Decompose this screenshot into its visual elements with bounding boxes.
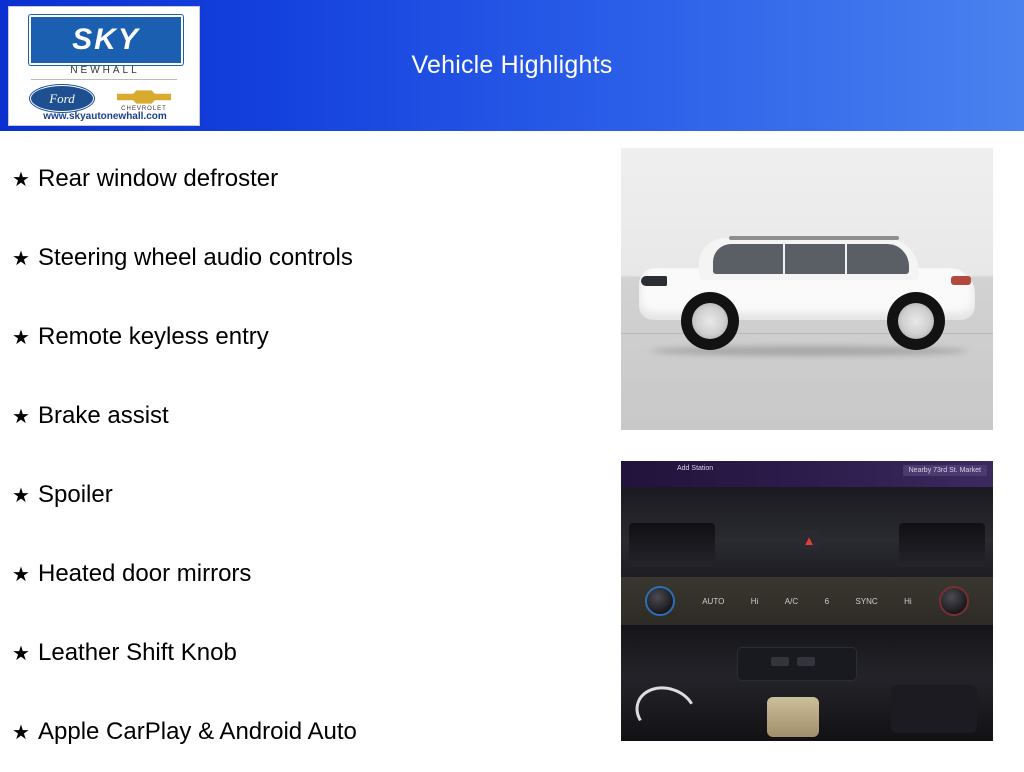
air-vent-left: [629, 523, 715, 567]
bowtie-shape: [117, 90, 171, 105]
star-icon: ★: [12, 721, 30, 744]
usb-port-2: [797, 657, 815, 666]
star-icon: ★: [12, 326, 30, 349]
console-right-panel: [891, 685, 977, 733]
car-rear-pillar: [845, 244, 847, 274]
climate-labels-row: [675, 597, 939, 606]
star-icon: ★: [12, 642, 30, 665]
hazard-light-button: [799, 531, 819, 549]
list-item: [0, 614, 600, 693]
logo-brand-text: SKY: [72, 23, 140, 56]
car-roof-rail: [729, 236, 899, 240]
list-item: [0, 535, 600, 614]
car-door-pillar: [783, 244, 785, 274]
page-title: Vehicle Highlights: [411, 51, 613, 79]
chevrolet-label: CHEVROLET: [121, 105, 167, 112]
list-item: [0, 298, 600, 377]
climate-label-auto: AUTO: [702, 596, 725, 606]
car-window-glass: [713, 244, 909, 274]
list-item: [0, 140, 600, 219]
star-icon: ★: [12, 484, 30, 507]
climate-label-sync: SYNC: [855, 596, 878, 606]
dealer-website-text: www.skyautonewhall.com: [43, 111, 167, 122]
list-item-label: Apple CarPlay & Android Auto: [38, 718, 357, 746]
climate-label-ac: A/C: [784, 596, 799, 606]
car-rear-wheel: [887, 292, 945, 350]
list-item-label: Spoiler: [38, 481, 113, 509]
logo-divider: [31, 79, 177, 80]
list-item-label: Rear window defroster: [38, 165, 279, 193]
ford-oval-icon: Ford: [30, 85, 94, 112]
temperature-knob-left: [645, 586, 675, 616]
star-icon: ★: [12, 405, 30, 428]
logo-inner: [9, 7, 199, 125]
vehicle-interior-photo: [621, 461, 993, 741]
list-item-label: Brake assist: [38, 402, 169, 430]
logo-franchise-row: [9, 85, 200, 112]
dealer-logo: [8, 6, 200, 126]
infotainment-screen: [621, 461, 993, 487]
vehicle-exterior-photo: [621, 148, 993, 430]
car-front-wheel: [681, 292, 739, 350]
air-vent-right: [899, 523, 985, 567]
list-item: [0, 693, 600, 772]
car-headlight: [641, 276, 667, 286]
list-item-label: Heated door mirrors: [38, 560, 252, 588]
center-console-lower: [621, 625, 993, 741]
star-icon: ★: [12, 168, 30, 191]
car-illustration: [633, 226, 981, 356]
leather-shift-knob: [767, 697, 819, 737]
climate-label-hi-right: Hi: [904, 596, 912, 606]
climate-label-fan: 6: [824, 596, 830, 606]
list-item: [0, 456, 600, 535]
chevrolet-bowtie-icon: [108, 86, 180, 112]
hazard-triangle-icon: ▲: [802, 532, 816, 548]
usb-port-1: [771, 657, 789, 666]
list-item: [0, 219, 600, 298]
car-taillight: [951, 276, 971, 285]
climate-control-panel: [621, 577, 993, 625]
add-station-label: Add Station: [677, 465, 714, 472]
dashboard-upper: [621, 487, 993, 577]
list-item-label: Remote keyless entry: [38, 323, 269, 351]
list-item: [0, 377, 600, 456]
list-item-label: Steering wheel audio controls: [38, 244, 353, 272]
charging-cable: [629, 679, 703, 741]
star-icon: ★: [12, 563, 30, 586]
highlights-list: [0, 140, 600, 772]
temperature-knob-right: [939, 586, 969, 616]
climate-label-hi-left: Hi: [750, 596, 759, 606]
logo-sky-badge: [29, 15, 183, 65]
logo-location-text: NEWHALL: [70, 65, 140, 76]
list-item-label: Leather Shift Knob: [38, 639, 237, 667]
nearby-station-label: Nearby 73rd St. Market: [903, 465, 987, 476]
star-icon: ★: [12, 247, 30, 270]
